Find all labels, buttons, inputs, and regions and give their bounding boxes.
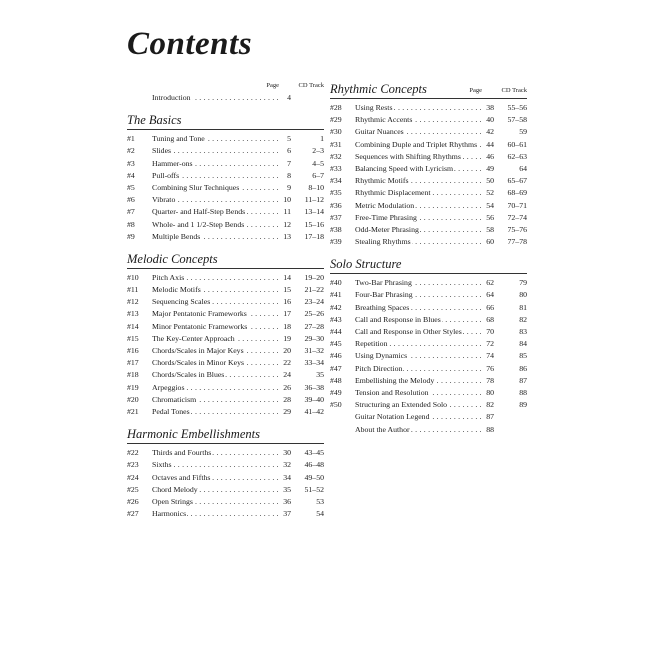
toc-cd-track: 41–42 bbox=[304, 406, 324, 416]
toc-page: 30 bbox=[278, 447, 291, 459]
toc-cd-track: 51–52 bbox=[304, 484, 324, 494]
toc-cd-track: 2–3 bbox=[312, 146, 324, 156]
toc-row[interactable] bbox=[127, 133, 324, 145]
toc-row[interactable] bbox=[127, 219, 324, 231]
toc-row[interactable] bbox=[330, 236, 527, 248]
toc-cd-track: 84 bbox=[519, 339, 527, 349]
toc-page: 38 bbox=[481, 102, 494, 114]
toc-row[interactable] bbox=[330, 163, 527, 175]
toc-page: 22 bbox=[278, 357, 291, 369]
toc-number: #7 bbox=[127, 207, 135, 217]
toc-number: #5 bbox=[127, 182, 135, 192]
toc-number: #9 bbox=[127, 231, 135, 241]
toc-page: 26 bbox=[278, 382, 291, 394]
toc-row[interactable] bbox=[127, 484, 324, 496]
toc-number: #38 bbox=[330, 224, 342, 234]
toc-title: Four-Bar Phrasing bbox=[355, 290, 413, 300]
toc-title: Call and Response in Blues bbox=[355, 314, 441, 324]
toc-cd-track: 59 bbox=[519, 127, 527, 137]
toc-page: 74 bbox=[481, 350, 494, 362]
toc-title: Embellishing the Melody bbox=[355, 375, 435, 385]
toc-number: #18 bbox=[127, 370, 139, 380]
toc-page: 16 bbox=[278, 296, 291, 308]
toc-page: 78 bbox=[481, 375, 494, 387]
toc-number: #27 bbox=[127, 509, 139, 519]
toc-row[interactable] bbox=[330, 399, 527, 411]
toc-title: Rhythmic Motifs bbox=[355, 176, 409, 186]
toc-cd-track: 65–67 bbox=[507, 176, 527, 186]
page-header: Page bbox=[266, 82, 279, 89]
toc-cd-track: 49–50 bbox=[304, 472, 324, 482]
toc-page: 68 bbox=[481, 314, 494, 326]
toc-number: #50 bbox=[330, 400, 342, 410]
toc-title: Breathing Spaces bbox=[355, 302, 410, 312]
section-heading: Harmonic Embellishments bbox=[127, 427, 260, 442]
toc-number: #36 bbox=[330, 200, 342, 210]
toc-right-column bbox=[330, 82, 527, 436]
toc-title: Call and Response in Other Styles bbox=[355, 327, 462, 336]
toc-title: Slides bbox=[152, 146, 172, 156]
toc-cd-track: 35 bbox=[316, 370, 324, 380]
toc-cd-track: 19–20 bbox=[304, 272, 324, 282]
toc-title: Chords/Scales in Blues bbox=[152, 370, 225, 380]
toc-page: 44 bbox=[481, 139, 494, 151]
toc-title: Balancing Speed with Lyricism bbox=[355, 163, 454, 173]
toc-title: Quarter- and Half-Step Bends bbox=[152, 207, 246, 217]
toc-title: Stealing Rhythms bbox=[355, 237, 411, 247]
toc-page: 20 bbox=[278, 345, 291, 357]
toc-row[interactable] bbox=[330, 114, 527, 126]
toc-row[interactable] bbox=[330, 302, 527, 314]
toc-number: #26 bbox=[127, 496, 139, 506]
toc-row[interactable] bbox=[127, 321, 324, 333]
toc-title: Major Pentatonic Frameworks bbox=[152, 309, 247, 319]
toc-row[interactable] bbox=[330, 375, 527, 387]
toc-row-introduction[interactable] bbox=[127, 92, 324, 104]
toc-row[interactable] bbox=[127, 231, 324, 243]
toc-page: 80 bbox=[481, 387, 494, 399]
toc-cd-track: 86 bbox=[519, 363, 527, 373]
toc-cd-track: 83 bbox=[519, 327, 527, 336]
toc-number: #23 bbox=[127, 460, 139, 470]
toc-cd-track: 79 bbox=[519, 278, 527, 288]
toc-number: #31 bbox=[330, 139, 342, 149]
toc-cd-track: 6–7 bbox=[312, 170, 324, 180]
toc-title: Melodic Motifs bbox=[152, 285, 201, 295]
toc-number: #47 bbox=[330, 363, 342, 373]
toc-page: 14 bbox=[278, 272, 291, 284]
toc-number: #45 bbox=[330, 339, 342, 349]
toc-title: Pull-offs bbox=[152, 170, 180, 180]
section-rule bbox=[127, 129, 324, 130]
toc-title: Pedal Tones bbox=[152, 406, 190, 416]
toc-row[interactable] bbox=[127, 345, 324, 357]
toc-cd-track: 43–45 bbox=[304, 448, 324, 458]
toc-number: #4 bbox=[127, 170, 135, 180]
section-heading: Solo Structure bbox=[330, 257, 402, 272]
toc-title: Metric Modulation bbox=[355, 200, 415, 210]
toc-cd-track: 13–14 bbox=[304, 207, 324, 217]
toc-number: #2 bbox=[127, 146, 135, 156]
toc-cd-track: 64 bbox=[519, 163, 527, 173]
column-header bbox=[330, 87, 527, 97]
toc-row[interactable] bbox=[127, 296, 324, 308]
toc-number: #20 bbox=[127, 394, 139, 404]
toc-row[interactable] bbox=[330, 289, 527, 301]
toc-cd-track: 39–40 bbox=[304, 394, 324, 404]
toc-row[interactable] bbox=[127, 206, 324, 218]
toc-page: 72 bbox=[481, 338, 494, 350]
toc-page: 46 bbox=[481, 151, 494, 163]
toc-number: #37 bbox=[330, 212, 342, 222]
toc-cd-track: 75–76 bbox=[507, 224, 527, 234]
toc-number: #11 bbox=[127, 285, 139, 295]
toc-row[interactable] bbox=[330, 212, 527, 224]
toc-number: #10 bbox=[127, 272, 139, 282]
toc-page: 62 bbox=[481, 277, 494, 289]
toc-row[interactable] bbox=[127, 382, 324, 394]
toc-title: Chord Melody bbox=[152, 484, 198, 494]
toc-page: 76 bbox=[481, 363, 494, 375]
toc-row[interactable] bbox=[127, 406, 324, 418]
toc-row[interactable] bbox=[127, 170, 324, 182]
toc-title: Two-Bar Phrasing bbox=[355, 278, 412, 288]
toc-title: Using Rests bbox=[355, 103, 393, 112]
toc-row[interactable] bbox=[330, 424, 527, 436]
toc-title: Rhythmic Accents bbox=[355, 115, 413, 125]
toc-number: #41 bbox=[330, 290, 342, 300]
toc-title: Minor Pentatonic Frameworks bbox=[152, 321, 248, 331]
toc-page: 17 bbox=[278, 308, 291, 320]
toc-cd-track: 17–18 bbox=[304, 231, 324, 241]
section-rule bbox=[127, 443, 324, 444]
toc-page: 12 bbox=[278, 219, 291, 231]
toc-row[interactable] bbox=[330, 224, 527, 236]
toc-page: 50 bbox=[481, 175, 494, 187]
toc-number: #17 bbox=[127, 358, 139, 368]
toc-page: 10 bbox=[278, 194, 291, 206]
toc-row[interactable] bbox=[330, 350, 527, 362]
toc-title: Combining Slur Techniques bbox=[152, 182, 240, 192]
toc-title: Multiple Bends bbox=[152, 231, 201, 241]
toc-page: 42 bbox=[481, 126, 494, 138]
toc-row[interactable] bbox=[330, 139, 527, 151]
toc-title: Sequences with Shifting Rhythms bbox=[355, 151, 461, 161]
toc-row[interactable] bbox=[127, 284, 324, 296]
section-rule bbox=[330, 98, 527, 99]
toc-number: #32 bbox=[330, 151, 342, 161]
toc-cd-track: 33–34 bbox=[304, 358, 324, 368]
toc-row[interactable] bbox=[127, 182, 324, 194]
toc-title: Free-Time Phrasing bbox=[355, 212, 417, 222]
toc-title: About the Author bbox=[355, 424, 410, 434]
toc-cd-track: 8–10 bbox=[308, 182, 324, 192]
toc-title: Pitch Direction bbox=[355, 363, 403, 373]
toc-page: 40 bbox=[481, 114, 494, 126]
toc-row[interactable] bbox=[127, 333, 324, 345]
toc-title: Combining Duple and Triplet Rhythms bbox=[355, 139, 478, 149]
toc-page: 58 bbox=[481, 224, 494, 236]
toc-page: 52 bbox=[481, 187, 494, 199]
toc-number: #39 bbox=[330, 237, 342, 247]
toc-row[interactable] bbox=[330, 363, 527, 375]
toc-number: #33 bbox=[330, 163, 342, 173]
toc-page: 54 bbox=[481, 200, 494, 212]
toc-row[interactable] bbox=[330, 338, 527, 350]
toc-title: Vibrato bbox=[152, 195, 176, 205]
toc-cd-track: 31–32 bbox=[304, 346, 324, 355]
toc-row[interactable] bbox=[330, 277, 527, 289]
toc-number: #40 bbox=[330, 278, 342, 288]
toc-row[interactable] bbox=[127, 272, 324, 284]
toc-row[interactable] bbox=[127, 158, 324, 170]
toc-row[interactable] bbox=[127, 459, 324, 471]
section-rule bbox=[330, 273, 527, 274]
toc-cd-track: 29–30 bbox=[304, 333, 324, 343]
toc-page: 37 bbox=[278, 508, 291, 520]
toc-number: #29 bbox=[330, 115, 342, 125]
toc-cd-track: 55–56 bbox=[507, 103, 527, 112]
toc-title: Odd-Meter Phrasing bbox=[355, 224, 419, 234]
toc-cd-track: 85 bbox=[519, 351, 527, 361]
toc-row[interactable] bbox=[330, 187, 527, 199]
toc-row[interactable] bbox=[127, 308, 324, 320]
toc-number: #34 bbox=[330, 176, 342, 186]
toc-cd-track: 53 bbox=[316, 496, 324, 506]
toc-number: #30 bbox=[330, 127, 342, 137]
page-title: Contents bbox=[127, 26, 253, 62]
toc-page: 66 bbox=[481, 302, 494, 314]
toc-left-column bbox=[127, 82, 324, 520]
toc-row[interactable] bbox=[127, 496, 324, 508]
toc-page: 11 bbox=[278, 206, 291, 218]
toc-cd-track: 11–12 bbox=[304, 195, 324, 205]
toc-number: #1 bbox=[127, 134, 135, 144]
toc-row[interactable] bbox=[127, 472, 324, 484]
toc-cd-track: 87 bbox=[519, 375, 527, 385]
toc-page: 4 bbox=[278, 92, 291, 104]
toc-title: Tuning and Tone bbox=[152, 134, 205, 144]
toc-cd-track: 88 bbox=[519, 387, 527, 397]
toc-page: 13 bbox=[278, 231, 291, 243]
toc-page: 29 bbox=[278, 406, 291, 418]
toc-row[interactable] bbox=[330, 200, 527, 212]
toc-page: 35 bbox=[278, 484, 291, 496]
toc-number: #16 bbox=[127, 346, 139, 355]
toc-page: 15 bbox=[278, 284, 291, 296]
toc-row[interactable] bbox=[330, 314, 527, 326]
toc-cd-track: 25–26 bbox=[304, 309, 324, 319]
toc-number: #49 bbox=[330, 387, 342, 397]
toc-cd-track: 68–69 bbox=[507, 188, 527, 198]
toc-title: Arpeggios bbox=[152, 382, 185, 392]
toc-row[interactable] bbox=[127, 369, 324, 381]
toc-title: Rhythmic Displacement bbox=[355, 188, 431, 198]
section-heading: Rhythmic Concepts bbox=[330, 82, 427, 96]
toc-number: #42 bbox=[330, 302, 342, 312]
toc-cd-track: 57–58 bbox=[507, 115, 527, 125]
page-header: Page bbox=[469, 87, 482, 94]
toc-cd-track: 77–78 bbox=[507, 237, 527, 247]
toc-page: 60 bbox=[481, 236, 494, 248]
toc-cd-track: 1 bbox=[320, 134, 324, 144]
toc-title: Whole- and 1 1/2-Step Bends bbox=[152, 219, 245, 229]
toc-title: Sequencing Scales bbox=[152, 297, 211, 307]
toc-title: Repetition bbox=[355, 339, 388, 349]
toc-cd-track: 54 bbox=[316, 509, 324, 519]
toc-title: Guitar Nuances bbox=[355, 127, 404, 137]
toc-cd-track: 70–71 bbox=[507, 200, 527, 210]
toc-row[interactable] bbox=[127, 508, 324, 520]
toc-number: #25 bbox=[127, 484, 139, 494]
toc-page: 6 bbox=[278, 145, 291, 157]
toc-row[interactable] bbox=[330, 411, 527, 423]
toc-cd-track: 4–5 bbox=[312, 158, 324, 168]
toc-title: Octaves and Fifths bbox=[152, 472, 211, 482]
toc-page: 87 bbox=[481, 411, 494, 423]
toc-number: #35 bbox=[330, 188, 342, 198]
toc-page: 49 bbox=[481, 163, 494, 175]
toc-number: #21 bbox=[127, 406, 139, 416]
toc-row[interactable] bbox=[330, 126, 527, 138]
toc-row[interactable] bbox=[127, 357, 324, 369]
toc-row[interactable] bbox=[330, 387, 527, 399]
toc-page: 82 bbox=[481, 399, 494, 411]
toc-title: Hammer-ons bbox=[152, 158, 193, 168]
toc-cd-track: 82 bbox=[519, 314, 527, 324]
toc-page: 28 bbox=[278, 394, 291, 406]
toc-number: #24 bbox=[127, 472, 139, 482]
toc-number: #3 bbox=[127, 158, 135, 168]
toc-title: Open Strings bbox=[152, 496, 193, 506]
toc-title: Chromaticism bbox=[152, 394, 197, 404]
toc-cd-track: 89 bbox=[519, 400, 527, 410]
cd-track-header: CD Track bbox=[298, 82, 324, 89]
cd-track-header: CD Track bbox=[501, 87, 527, 94]
toc-title: Guitar Notation Legend bbox=[355, 412, 430, 422]
toc-title: Pitch Axis bbox=[152, 272, 185, 282]
toc-cd-track: 21–22 bbox=[304, 285, 324, 295]
toc-page: 70 bbox=[481, 326, 494, 338]
toc-cd-track: 81 bbox=[519, 302, 527, 312]
toc-page: 7 bbox=[278, 158, 291, 170]
toc-title: Chords/Scales in Major Keys bbox=[152, 346, 244, 355]
toc-number: #28 bbox=[330, 103, 342, 112]
toc-cd-track: 80 bbox=[519, 290, 527, 300]
toc-number: #46 bbox=[330, 351, 342, 361]
toc-page: 88 bbox=[481, 424, 494, 436]
toc-page: 19 bbox=[278, 333, 291, 345]
toc-number: #8 bbox=[127, 219, 135, 229]
toc-number: #43 bbox=[330, 314, 342, 324]
toc-title: Using Dynamics bbox=[355, 351, 408, 361]
toc-row[interactable] bbox=[127, 194, 324, 206]
toc-number: #14 bbox=[127, 321, 139, 331]
toc-row[interactable] bbox=[330, 175, 527, 187]
toc-number: #19 bbox=[127, 382, 139, 392]
toc-number: #22 bbox=[127, 448, 139, 458]
toc-title: Tension and Resolution bbox=[355, 387, 429, 397]
toc-title: Thirds and Fourths bbox=[152, 448, 212, 458]
toc-page: 56 bbox=[481, 212, 494, 224]
toc-title: Harmonics bbox=[152, 509, 187, 519]
toc-title: Introduction bbox=[152, 93, 191, 102]
toc-page: 18 bbox=[278, 321, 291, 333]
toc-page: 34 bbox=[278, 472, 291, 484]
toc-cd-track: 62–63 bbox=[507, 151, 527, 161]
section-heading: The Basics bbox=[127, 113, 182, 128]
toc-row[interactable] bbox=[127, 145, 324, 157]
toc-page: 9 bbox=[278, 182, 291, 194]
toc-cd-track: 60–61 bbox=[507, 139, 527, 149]
toc-number: #13 bbox=[127, 309, 139, 319]
toc-page: 24 bbox=[278, 369, 291, 381]
toc-page: 8 bbox=[278, 170, 291, 182]
toc-title: Sixths bbox=[152, 460, 172, 470]
toc-cd-track: 46–48 bbox=[304, 460, 324, 470]
toc-title: Chords/Scales in Minor Keys bbox=[152, 358, 245, 368]
toc-cd-track: 36–38 bbox=[304, 382, 324, 392]
toc-row[interactable] bbox=[330, 326, 527, 338]
toc-page: 36 bbox=[278, 496, 291, 508]
toc-number: #15 bbox=[127, 333, 139, 343]
toc-number: #44 bbox=[330, 327, 342, 336]
column-header bbox=[127, 82, 324, 92]
section-heading: Melodic Concepts bbox=[127, 251, 218, 266]
toc-cd-track: 15–16 bbox=[304, 219, 324, 229]
toc-number: #12 bbox=[127, 297, 139, 307]
toc-row[interactable] bbox=[127, 394, 324, 406]
toc-title: Structuring an Extended Solo bbox=[355, 400, 448, 410]
toc-title: The Key-Center Approach bbox=[152, 333, 235, 343]
toc-page: 32 bbox=[278, 459, 291, 471]
toc-row[interactable] bbox=[330, 151, 527, 163]
toc-number: #48 bbox=[330, 375, 342, 385]
toc-row[interactable] bbox=[127, 447, 324, 459]
toc-number: #6 bbox=[127, 195, 135, 205]
toc-row[interactable] bbox=[330, 102, 527, 114]
toc-page: 64 bbox=[481, 289, 494, 301]
toc-cd-track: 27–28 bbox=[304, 321, 324, 331]
toc-cd-track: 23–24 bbox=[304, 297, 324, 307]
toc-cd-track: 72–74 bbox=[507, 212, 527, 222]
section-rule bbox=[127, 268, 324, 269]
toc-page: 5 bbox=[278, 133, 291, 145]
